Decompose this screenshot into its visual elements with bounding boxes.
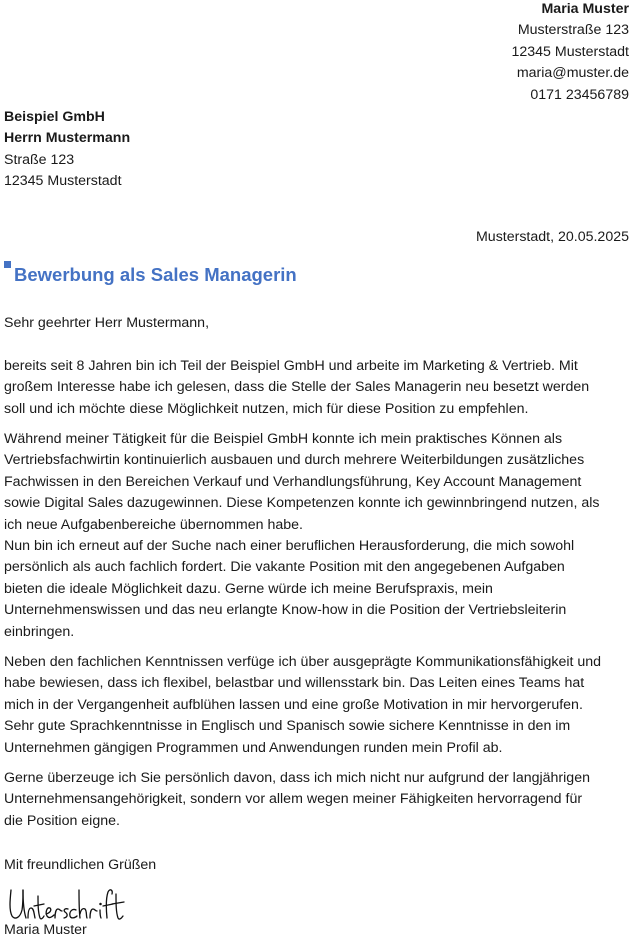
text-line: Unternehmensangehörigkeit, sondern vor allem wegen meiner Fähigkeiten hervorragend für xyxy=(4,791,583,808)
sender-address-block xyxy=(511,0,629,106)
recipient-address-block xyxy=(4,107,130,193)
text-line: Neben den fachlichen Kenntnissen verfüge ich über ausgeprägte Kommunikationsfähigkeit und xyxy=(4,654,602,670)
sender-name: Maria Muster xyxy=(541,1,629,17)
text-line: großem Interesse habe ich gelesen, dass die Stelle der Sales Managerin neu besetzt werden xyxy=(4,379,590,396)
text-line: Gerne überzeuge ich Sie persönlich davon, dass ich mich nicht nur aufgrund der langjährigen xyxy=(4,770,590,786)
body-paragraph-2 xyxy=(4,429,630,643)
recipient-city: 12345 Musterstadt xyxy=(4,173,122,190)
text-line: die Position eigne. xyxy=(4,812,120,829)
text-line: Vertriebsfachwirtin kontinuierlich ausbauen und durch mehrere Weiterbildungen zusätzliches xyxy=(4,452,585,469)
text-line: Während meiner Tätigkeit für die Beispiel GmbH konnte ich mein praktisches Können als xyxy=(4,431,563,447)
text-line: Unternehmen gängigen Programmen und Anwendungen runden mein Profil ab. xyxy=(4,739,503,756)
recipient-street: Straße 123 xyxy=(4,151,75,168)
salutation: Sehr geehrter Herr Mustermann, xyxy=(4,315,210,331)
recipient-company: Beispiel GmbH xyxy=(4,109,105,125)
letter-date: Musterstadt, 20.05.2025 xyxy=(475,229,629,245)
sender-email: maria@muster.de xyxy=(516,65,629,82)
text-line: bieten die ideale Möglichkeit dazu. Gerne würde ich meine Berufspraxis, mein xyxy=(4,580,493,597)
text-line: Fachwissen in den Bereichen Verkauf und Verhandlungsführung, Key Account Management xyxy=(4,473,582,490)
text-line: bereits seit 8 Jahren bin ich Teil der Beispiel GmbH und arbeite im Marketing & Vertrieb. Mit xyxy=(4,358,578,374)
text-line: mich in der Vergangenheit aufblühen lassen und eine große Motivation in mir hervorgerufen. xyxy=(4,696,583,713)
body-paragraph-1 xyxy=(4,356,630,420)
text-line: habe bewiesen, dass ich flexibel, belastbar und willensstark bin. Das Leiten eines Teams hat xyxy=(4,675,585,692)
signer-name: Maria Muster xyxy=(4,922,87,938)
text-line: Nun bin ich erneut auf der Suche nach einer beruflichen Herausforderung, die mich sowohl xyxy=(4,538,575,555)
body-paragraph-4 xyxy=(4,768,630,832)
text-line: Sehr gute Sprachkenntnisse in Englisch und Spanisch sowie sichere Kenntnisse in den im xyxy=(4,718,571,735)
sender-phone: 0171 23456789 xyxy=(530,86,629,103)
sender-city: 12345 Musterstadt xyxy=(511,43,629,60)
closing-phrase: Mit freundlichen Grüßen xyxy=(4,857,157,873)
text-line: sowie Digital Sales dazugewinnen. Diese Kompetenzen konnte ich gewinnbringend nutzen, als xyxy=(4,495,600,512)
recipient-contact: Herrn Mustermann xyxy=(4,130,131,147)
text-line: ich neue Aufgabenbereiche übernommen habe. xyxy=(4,516,303,533)
text-line: Unternehmenswissen und das neu erlangte Know-how in die Position der Vertriebsleiterin xyxy=(4,602,567,619)
subject-heading: Bewerbung als Sales Managerin xyxy=(14,264,297,285)
text-line: soll und ich möchte diese Möglichkeit nutzen, mich für diese Position zu empfehlen. xyxy=(4,400,529,417)
body-paragraph-3 xyxy=(4,652,630,759)
subject-marker xyxy=(4,261,11,268)
sender-street: Musterstraße 123 xyxy=(517,22,629,39)
text-line: persönlich als auch fachlich fordert. Die vakante Position mit den angegebenen Aufgaben xyxy=(4,559,565,576)
text-line: einbringen. xyxy=(4,623,75,640)
